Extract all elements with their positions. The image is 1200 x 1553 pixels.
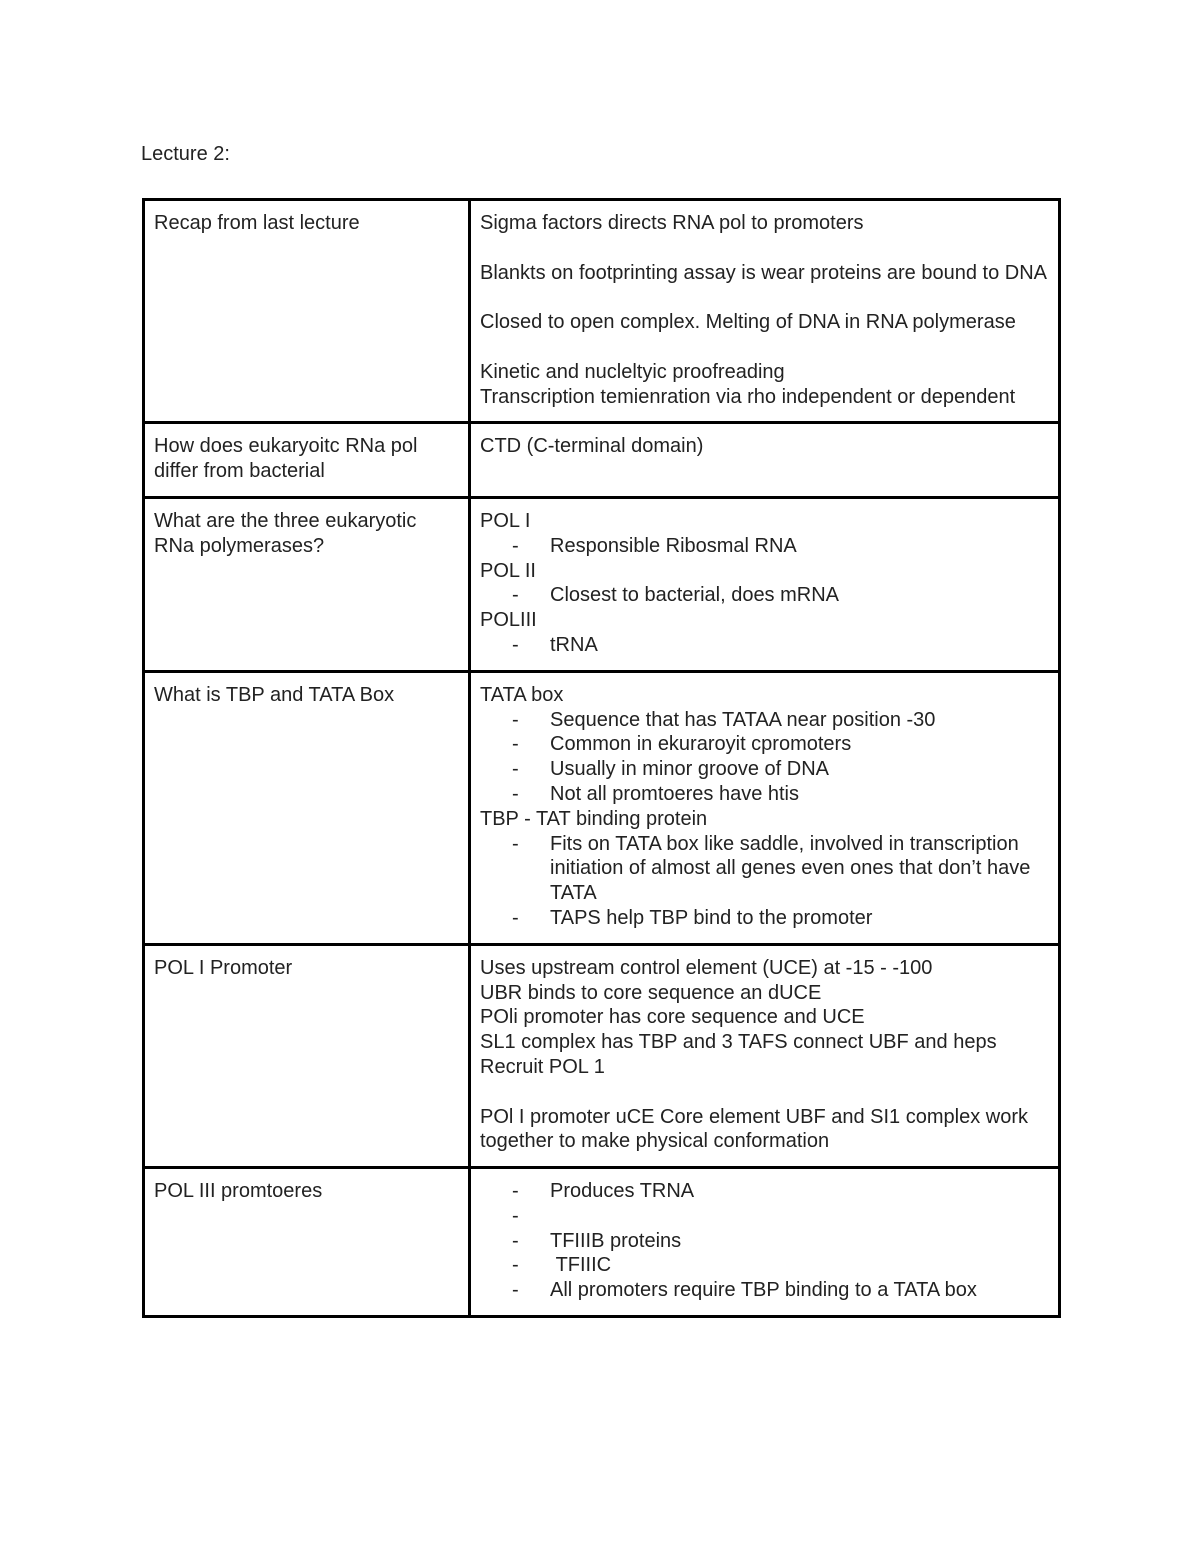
question-cell (144, 423, 470, 498)
bullet-text: Responsible Ribosmal RNA (550, 534, 797, 557)
answer-cell (470, 497, 1060, 671)
question-text: Recap from last lecture (154, 212, 360, 234)
bullet-item (480, 1204, 1048, 1229)
bullet-text: All promoters require TBP binding to a TATA box (550, 1279, 977, 1302)
answer-cell (470, 423, 1060, 498)
answer-line: Blankts on footprinting assay is wear proteins are bound to DNA (480, 261, 1047, 284)
bullet-item (480, 1253, 1048, 1278)
bullet-item (480, 1278, 1048, 1303)
bullet-text: Common in ekuraroyit cpromoters (550, 733, 852, 756)
answer-line: SL1 complex has TBP and 3 TAFS connect UBF and heps Recruit POL 1 (480, 1031, 1003, 1078)
table-row (144, 944, 1060, 1167)
dash-bullet-icon: - (512, 584, 519, 607)
blank-line (480, 236, 1048, 261)
notes-table (142, 198, 1061, 1318)
bullet-item (480, 832, 1048, 906)
question-text: What are the three eukaryotic RNa polymerases? (154, 509, 422, 557)
bullet-text: Sequence that has TATAA near position -30 (550, 708, 936, 731)
dash-bullet-icon: - (512, 758, 519, 781)
bullet-text: Produces TRNA (550, 1180, 695, 1203)
answer-line: CTD (C-terminal domain) (480, 435, 704, 458)
notes-table-body (144, 200, 1060, 1317)
answer-line: Transcription temienration via rho independent or dependent (480, 385, 1016, 408)
question-cell (144, 1168, 470, 1317)
question-cell (144, 200, 470, 423)
dash-bullet-icon: - (512, 1229, 519, 1252)
dash-bullet-icon: - (512, 633, 519, 656)
answer-line: Closed to open complex. Melting of DNA in RNA polymerase (480, 311, 1016, 334)
dash-bullet-icon: - (512, 832, 519, 855)
bullet-text: TFIIIB proteins (550, 1229, 682, 1252)
table-row (144, 423, 1060, 498)
bullet-text: Usually in minor groove of DNA (550, 758, 829, 781)
bullet-item (480, 782, 1048, 807)
bullet-item (480, 633, 1048, 658)
answer-line: TBP - TAT binding protein (480, 807, 708, 830)
question-text: POL III promtoeres (154, 1180, 323, 1203)
bullet-text: TAPS help TBP bind to the promoter (550, 906, 873, 929)
bullet-text: Not all promtoeres have htis (550, 782, 800, 805)
dash-bullet-icon: - (512, 733, 519, 756)
answer-line: Uses upstream control element (UCE) at -15 - -100 (480, 956, 933, 979)
answer-cell (470, 200, 1060, 423)
dash-bullet-icon: - (512, 534, 519, 557)
answer-line: POL II (480, 559, 536, 582)
dash-bullet-icon: - (512, 1204, 519, 1227)
answer-cell (470, 1168, 1060, 1317)
question-text: POL I Promoter (154, 956, 293, 979)
table-row (144, 497, 1060, 671)
page-title: Lecture 2: (141, 143, 230, 165)
answer-line: Kinetic and nucleltyic proofreading (480, 360, 785, 383)
dash-bullet-icon: - (512, 1180, 519, 1203)
bullet-text: Closest to bacterial, does mRNA (550, 584, 840, 607)
dash-bullet-icon: - (512, 906, 519, 929)
question-cell (144, 671, 470, 944)
bullet-text: tRNA (550, 633, 598, 656)
question-text: What is TBP and TATA Box (154, 683, 395, 706)
bullet-item (480, 1179, 1048, 1204)
answer-line: POli promoter has core sequence and UCE (480, 1006, 865, 1029)
bullet-item (480, 757, 1048, 782)
bullet-item (480, 708, 1048, 733)
blank-line (480, 1080, 1048, 1105)
question-text: How does eukaryoitc RNa pol differ from bacterial (154, 435, 424, 483)
question-cell (144, 944, 470, 1167)
dash-bullet-icon: - (512, 1279, 519, 1302)
answer-cell (470, 944, 1060, 1167)
blank-line (480, 285, 1048, 310)
bullet-text: Fits on TATA box like saddle, involved in transcription initiation of almost all genes even ones that don’t have TATA (550, 832, 1036, 905)
bullet-item (480, 732, 1048, 757)
dash-bullet-icon: - (512, 708, 519, 731)
answer-line: TATA box (480, 683, 564, 706)
bullet-text: TFIIIC (550, 1254, 612, 1277)
dash-bullet-icon: - (512, 1254, 519, 1277)
bullet-item (480, 534, 1048, 559)
bullet-item (480, 583, 1048, 608)
bullet-text (550, 1204, 1048, 1229)
blank-line (480, 335, 1048, 360)
table-row (144, 671, 1060, 944)
answer-line: Sigma factors directs RNA pol to promoters (480, 212, 864, 234)
answer-line: POLIII (480, 609, 537, 632)
table-row (144, 200, 1060, 423)
question-cell (144, 497, 470, 671)
answer-cell (470, 671, 1060, 944)
dash-bullet-icon: - (512, 782, 519, 805)
table-row (144, 1168, 1060, 1317)
answer-line: POl I promoter uCE Core element UBF and SI1 complex work together to make physical conformation (480, 1105, 1034, 1153)
answer-line: UBR binds to core sequence an dUCE (480, 981, 822, 1004)
bullet-item (480, 1229, 1048, 1254)
bullet-item (480, 906, 1048, 931)
answer-line: POL I (480, 509, 531, 532)
